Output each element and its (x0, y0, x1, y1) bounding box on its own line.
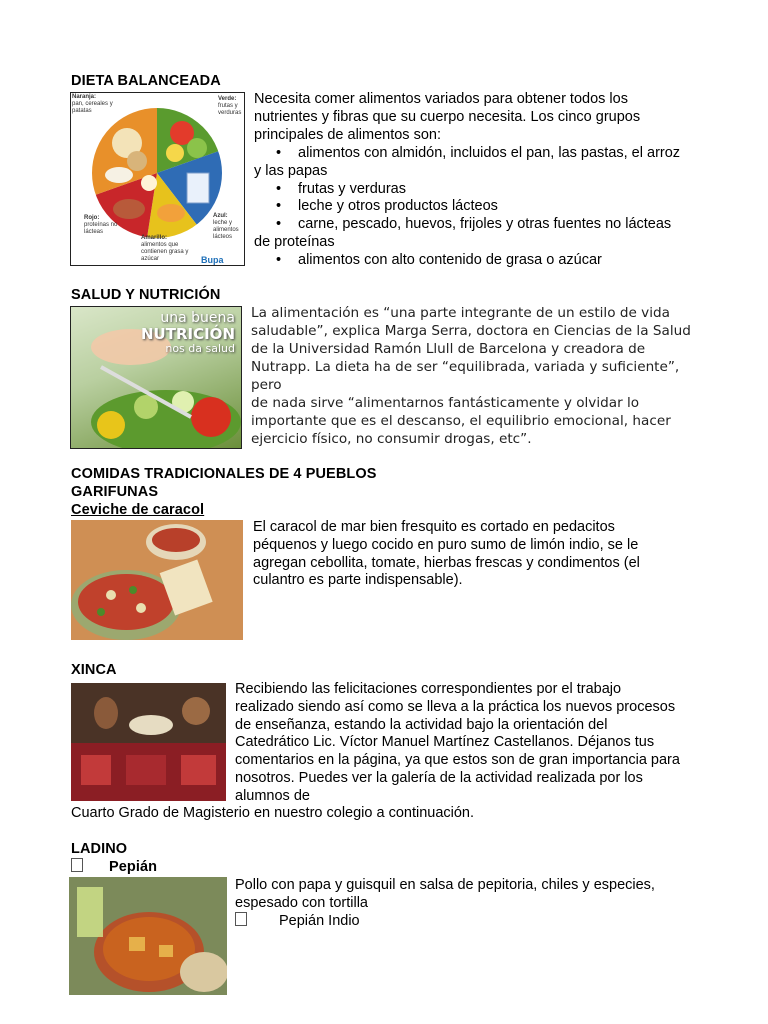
xinca-food-image (71, 683, 226, 801)
plate-text-azul: leche y alimentos lácteos (213, 220, 239, 240)
section-heading-comidas: COMIDAS TRADICIONALES DE 4 PUEBLOS (71, 466, 377, 482)
salud-line-4: Nutrapp. La dieta ha de ser “equilibrada, variada y suficiente”, pero (251, 359, 680, 393)
dieta-item-1: • alimentos con almidón, incluidos el pan, las pastas, el arroz (254, 145, 714, 163)
plate-text-rojo: proteínas no lácteas (84, 222, 118, 235)
image-caption-line-3: nos da salud (165, 342, 235, 355)
plate-corner-logo: Bupa (201, 255, 224, 265)
section-heading-ladino: LADINO (71, 841, 128, 857)
plate-text-amarillo: alimentos que contienen grasa y azúcar (141, 242, 189, 262)
dish-pepian-row (71, 858, 157, 875)
plate-label-azul: Azul: (213, 213, 228, 219)
plate-text-naranja: pan, cereales y patatas (72, 101, 113, 114)
pepian-description: Pollo con papa y guisquil en salsa de pepitoria, chiles y especies, espesado con tortilla (235, 877, 655, 911)
section-heading-xinca: XINCA (71, 662, 117, 678)
section-heading-salud: SALUD Y NUTRICIÓN (71, 287, 221, 303)
dieta-list (254, 145, 714, 270)
dieta-item-5: • alimentos con alto contenido de grasa o azúcar (254, 252, 714, 270)
dieta-item-4: • carne, pescado, huevos, frijoles y otras fuentes no lácteas (254, 216, 714, 234)
dieta-intro: Necesita comer alimentos variados para obtener todos los nutrientes y fibras que su cuerpo necesita. Los cinco grupos principales de alimentos son: (254, 91, 641, 143)
pepian-image (69, 877, 227, 995)
pepian-indio-row (235, 912, 360, 931)
ceviche-image (71, 520, 243, 640)
dieta-text-block (254, 91, 704, 144)
plate-label-naranja: Naranja: (72, 94, 97, 100)
xinca-text-full: Cuarto Grado de Magisterio en nuestro colegio a continuación. (71, 805, 475, 821)
dieta-item-1-cont: y las papas (254, 162, 328, 179)
dish-pepian-title: Pepián (109, 859, 158, 875)
salud-text-block (251, 304, 711, 448)
section-heading-dieta: DIETA BALANCEADA (71, 73, 221, 89)
checkbox-icon (71, 858, 83, 872)
image-caption-line-2: NUTRICIÓN (141, 325, 235, 343)
salud-line-6: importante que es el descanso, el equilibrio emocional, hacer (251, 413, 671, 429)
dieta-item-4-cont: de proteínas (254, 233, 335, 250)
salud-line-2: saludable”, explica Marga Serra, doctora en Ciencias de la Salud (251, 323, 691, 339)
xinca-text-indented: Recibiendo las felicitaciones correspondientes por el trabajo realizado siendo así como se lleva a la práctica los nuevos procesos de enseñanza, estando la actividad bajo la orientación del Catedrático Lic. Víctor Manuel Martínez Castellanos. Déjanos tus comentarios en la página, ya que estos son de gran importancia para nosotros. Puedes ver la galería de la actividad realizada por los alumnos de (235, 681, 680, 804)
dieta-item-3: • leche y otros productos lácteos (254, 198, 714, 216)
checkbox-icon (235, 912, 247, 926)
image-caption-line-1: una buena (160, 310, 235, 326)
plate-label-amarillo: Amarillo: (141, 235, 168, 241)
pepian-indio-label: Pepián Indio (279, 913, 360, 929)
salud-line-5: de nada sirve “alimentarnos fantásticamente y olvidar lo (251, 395, 640, 411)
subheading-garifunas: GARIFUNAS (71, 484, 159, 500)
plate-text-verde: frutas y verduras (218, 103, 242, 116)
ceviche-description: El caracol de mar bien fresquito es cortado en pedacitos péquenos y luego cocido en puro sumo de limón indio, se le agregan cebollita, tomate, hierbas frescas y condimentos (el culantro es parte indispensable). (253, 519, 640, 589)
nutrition-salad-image (70, 306, 242, 449)
plate-label-verde: Verde: (218, 96, 237, 102)
salud-line-1: La alimentación es “una parte integrante de un estilo de vida (251, 305, 670, 321)
dieta-item-2: • frutas y verduras (254, 181, 714, 199)
plate-label-rojo: Rojo: (84, 215, 100, 221)
salud-line-7: ejercicio físico, no consumir drogas, etc”. (251, 431, 532, 447)
eatwell-plate-image (70, 92, 245, 266)
dish-ceviche-title: Ceviche de caracol (71, 502, 205, 518)
salud-line-3: de la Universidad Ramón Llull de Barcelona y creadora de (251, 341, 646, 357)
